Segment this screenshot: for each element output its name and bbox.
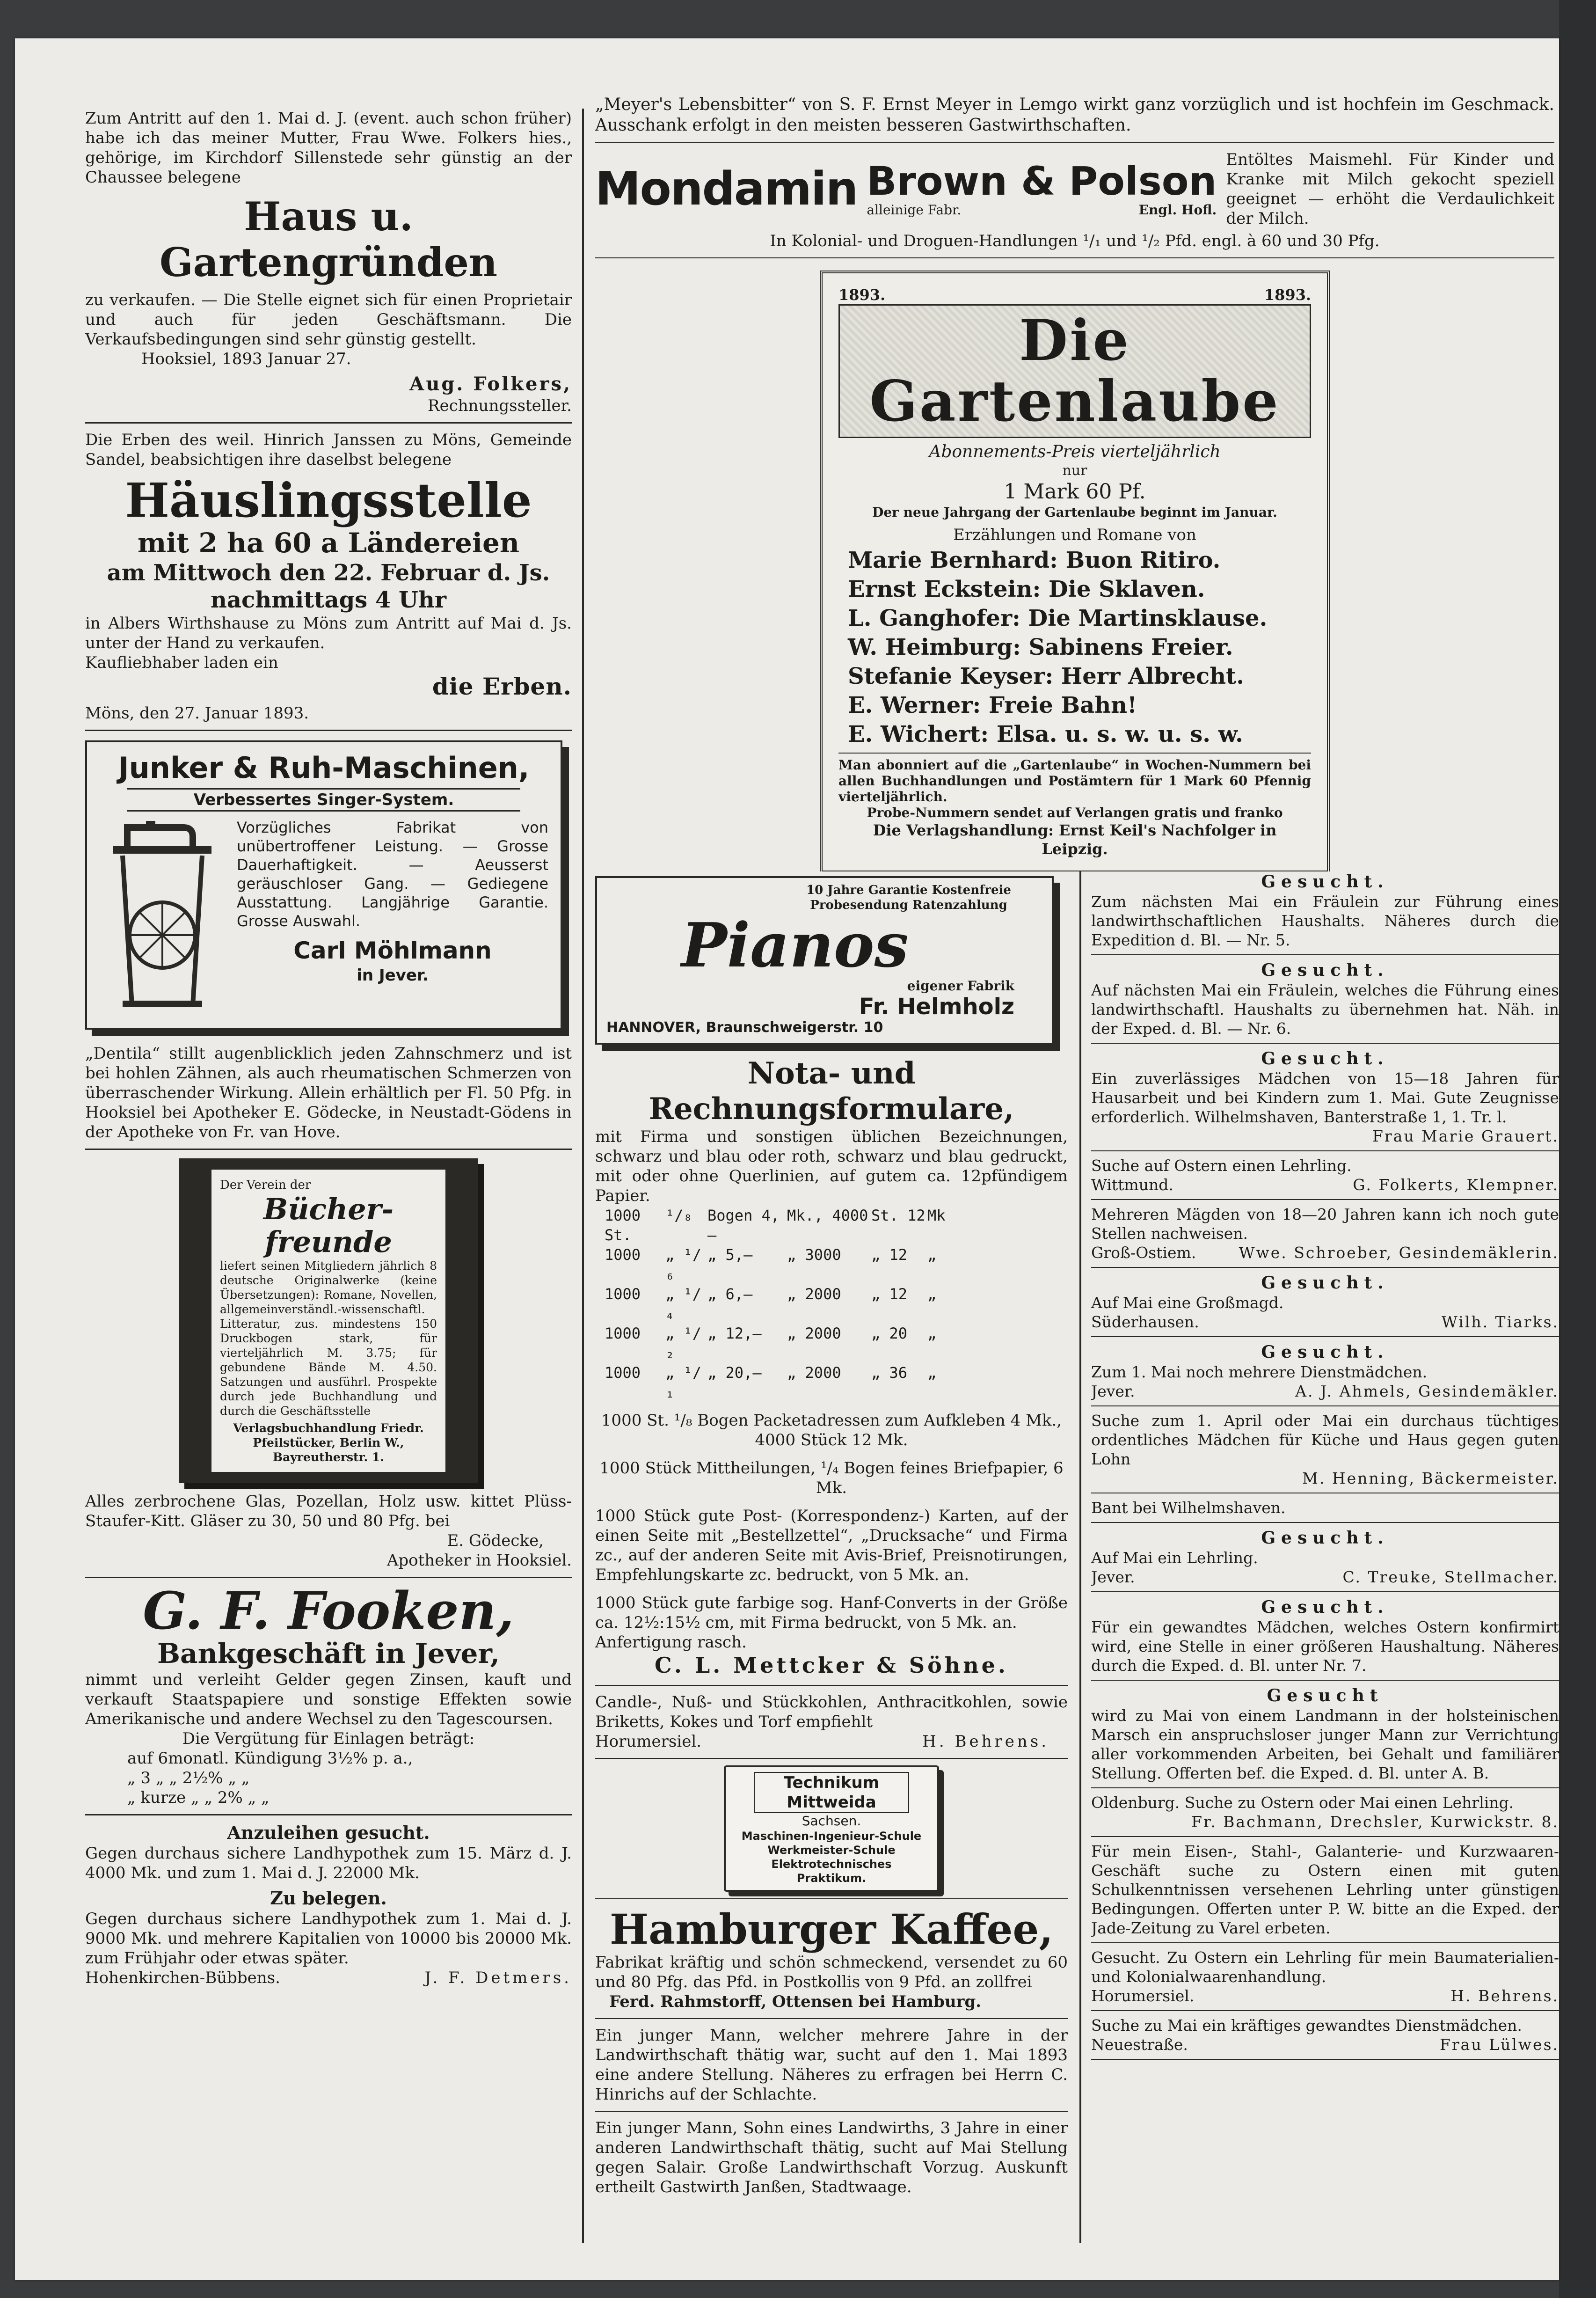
junger-mann-1: Ein junger Mann, welcher mehrere Jahre in der Landwirthschaft thätig war, sucht auf den 1. Mai 1893 eine andere Stellung. Näheres zu erfragen bei Herrn C. Hinrichs auf der Schlachte. (595, 2026, 1068, 2104)
table-cell: „ ¹/₄ (665, 1285, 702, 1323)
kaffee-signature: Ferd. Rahmstorff, Ottensen bei Hamburg. (609, 1992, 982, 2011)
divider (595, 1758, 1068, 1759)
classified-ad (1091, 1048, 1559, 1151)
kaffee-body: Fabrikat kräftig und schön schmeckend, versendet zu 60 und 80 Pfg. das Pfd. in Postkollis von 9 Pfd. an zollfrei (595, 1953, 1068, 1991)
gartenlaube-verlag: Die Verlagshandlung: Ernst Keil's Nachfolger in Leipzig. (873, 821, 1277, 858)
technikum-lines: Maschinen-Ingenieur-Schule Werkmeister-Schule Elektrotechnisches Praktikum. (741, 1830, 922, 1885)
table-row (605, 1324, 1068, 1363)
anfertigung: Anfertigung rasch. (595, 1633, 747, 1652)
classified-ad (1091, 1842, 1559, 1943)
table-cell: „ 20,— (707, 1364, 762, 1382)
haeuslings-signature: die Erben. (432, 673, 572, 700)
classified-body: Auf Mai ein Lehrling. (1091, 1549, 1258, 1567)
table-cell: „ (927, 1285, 937, 1303)
piano-eigener: eigener Fabrik (907, 978, 1014, 994)
table-cell: „ 12,— (707, 1325, 762, 1342)
belegen-place: Hohenkirchen-Bübbens. (85, 1969, 280, 1987)
divider (595, 2111, 1068, 2112)
classified-signature: Frau Lülwes. (1439, 2035, 1559, 2054)
classified-ad (1091, 1528, 1559, 1592)
divider (595, 257, 1554, 258)
mettcker-firm: C. L. Mettcker & Söhne. (655, 1653, 1008, 1678)
table-cell: 1000 (605, 1246, 641, 1264)
table-cell: „ 6,— (707, 1285, 753, 1303)
classified-signature: Wilh. Tiarks. (1441, 1313, 1559, 1331)
piano-address: HANNOVER, Braunschweigerstr. 10 (606, 1019, 883, 1036)
anleihen-body: Gegen durchaus sichere Landhypothek zum 15. März d. J. 4000 Mk. und zum 1. Mai d. J. 22000 Mk. (85, 1844, 572, 1882)
buecher-title: Bücher-freunde (263, 1192, 394, 1259)
column-1 (85, 109, 572, 2298)
divider (1091, 1267, 1559, 1268)
gartenlaube-item: L. Ganghofer: Die Martinsklause. (848, 605, 1268, 631)
column-rule-2 (1079, 871, 1081, 2243)
divider (1091, 1150, 1559, 1151)
classified-body: Auf nächsten Mai ein Fräulein, welches die Führung eines landwirthschaftl. Haushalts zu übernehmen hat. Näh. in der Exped. d. Bl. — Nr. 6. (1091, 981, 1559, 1038)
piano-top: 10 Jahre Garantie Kostenfreie Probesendung Ratenzahlung (806, 883, 1011, 912)
gartenlaube-item: E. Werner: Freie Bahn! (848, 692, 1137, 718)
classified-body: Bant bei Wilhelmshaven. (1091, 1499, 1286, 1517)
table-cell: Bogen 4,— (707, 1207, 780, 1244)
junker-body: Vorzügliches Fabrikat von unübertroffener Leistung. — Grosse Dauerhaftigkeit. — Aeusserst geräuschloser Gang. — Gediegene Ausstattung. Langjährige Garantie. Grosse Auswahl. (237, 819, 548, 930)
belegen-signature: J. F. Detmers. (424, 1969, 572, 1987)
divider (85, 1149, 572, 1150)
junker-place: in Jever. (357, 966, 429, 985)
table-cell: 1000 (605, 1364, 641, 1382)
divider (85, 730, 572, 731)
classified-ad (1091, 1273, 1559, 1337)
haeuslings-invite: Kaufliebhaber laden ein (85, 653, 278, 672)
gartenlaube-novels-head: Erzählungen und Romane von (953, 526, 1196, 544)
classified-ad (1091, 1498, 1559, 1523)
divider (1091, 1522, 1559, 1523)
classified-body: wird zu Mai von einem Landmann in der holsteinischen Marsch ein anspruchsloser junger Mann zur Verrichtung aller vorkommenden Arbeiten, bei Gehalt und familiärer Stellung. Offerten bef. die Exped. d. Bl. unter A. B. (1091, 1706, 1559, 1782)
mondamin-firm: Brown & Polson (867, 158, 1217, 204)
classified-signature: Frau Marie Grauert. (1372, 1127, 1559, 1145)
gartenlaube-year-right: 1893. (1264, 286, 1311, 304)
classified-body: Suche zu Mai ein kräftiges gewandtes Dienstmädchen. (1091, 2016, 1522, 2035)
table-cell: „ (927, 1325, 937, 1342)
classified-body: Für mein Eisen-, Stahl-, Galanterie- und Kurzwaaren-Geschäft suche zu Ostern einen mit guten Schulkenntnissen versehenen Lehrling unter günstigen Bedingungen. Offerten unter P. W. bitte an die Exped. der Jade-Zeitung zu Varel erbeten. (1091, 1842, 1559, 1937)
fooken-rate-3: „ kurze „ „ 2% „ „ (127, 1788, 270, 1807)
fooken-rates-head: Die Vergütung für Einlagen beträgt: (182, 1729, 475, 1748)
gartenlaube-abo: Man abonniert auf die „Gartenlaube“ in Wochen-Nummern bei allen Buchhandlungen und Postämtern für 1 Mark 60 Pfennig vierteljährlich. (838, 757, 1311, 805)
newspaper-page (15, 38, 1559, 2280)
table-cell: „ (927, 1364, 937, 1382)
fooken-body: nimmt und verleiht Gelder gegen Zinsen, kauft und verkauft Staatspapiere und sonstige Effekten sowie Amerikanische und andere Wechsel zu den Tagescoursen. (85, 1670, 572, 1728)
haeuslings-place: Möns, den 27. Januar 1893. (85, 704, 309, 723)
junger-mann-2: Ein junger Mann, Sohn eines Landwirths, 3 Jahre in einer anderen Landwirthschaft thätig, sucht auf Mai Stellung gegen Salair. Große Landwirthschaft Vorzug. Auskunft ertheilt Gastwirth Janßen, Stadtwaage. (595, 2119, 1068, 2196)
belegen-body: Gegen durchaus sichere Landhypothek zum 1. Mai d. J. 9000 Mk. und mehrere Kapitalien von 10000 bis 20000 Mk. zum Frühjahr oder etwas später. (85, 1910, 572, 1968)
divider (1091, 1405, 1559, 1406)
gartenlaube-item: Marie Bernhard: Buon Ritiro. (848, 547, 1221, 573)
table-cell: „ 12 (871, 1285, 908, 1303)
mondamin-sale: In Kolonial- und Droguen-Handlungen ¹/₁ und ¹/₂ Pfd. engl. à 60 und 30 Pfg. (770, 232, 1380, 250)
classified-heading: Gesucht. (1261, 1528, 1389, 1548)
classified-heading: Gesucht. (1261, 872, 1389, 892)
classified-signature: M. Henning, Bäckermeister. (1302, 1469, 1559, 1487)
classified-place: Jever. (1091, 1382, 1135, 1400)
piano-ad (595, 876, 1054, 1045)
technikum-subtitle: Sachsen. (802, 1813, 861, 1829)
divider (595, 2018, 1068, 2019)
divider (85, 1577, 572, 1578)
junker-firm: Carl Möhlmann (293, 937, 492, 964)
junker-title: Junker & Ruh-Maschinen, (118, 751, 530, 785)
divider (595, 142, 1554, 143)
table-cell: „ ¹/₆ (665, 1246, 702, 1283)
gartenlaube-price: 1 Mark 60 Pf. (1004, 480, 1146, 504)
classified-body: Für ein gewandtes Mädchen, welches Ostern konfirmirt wird, eine Stelle in einer größeren Haushaltung. Näheres durch die Exped. d. Bl. unter Nr. 7. (1091, 1618, 1559, 1675)
meyer-ad: „Meyer's Lebensbitter“ von S. F. Ernst Meyer in Lemgo wirkt ganz vorzüglich und ist hochfein im Geschmack. Ausschank erfolgt in den meisten besseren Gastwirthschaften. (595, 95, 1554, 135)
gartenlaube-new-volume: Der neue Jahrgang der Gartenlaube beginnt im Januar. (872, 505, 1277, 520)
haus-body: zu verkaufen. — Die Stelle eignet sich für einen Proprietair und auch für jeden Geschäftsmann. Die Verkaufsbedingungen sind sehr günstig gestellt. (85, 291, 572, 349)
classified-signature: Wwe. Schroeber, Gesindemäklerin. (1239, 1244, 1559, 1262)
classified-body: Suche zum 1. April oder Mai ein durchaus tüchtiges ordentliches Mädchen für Küche und Haus gegen guten Lohn (1091, 1412, 1559, 1468)
table-cell: „ 12 (871, 1246, 908, 1264)
classified-heading: Gesucht. (1261, 1049, 1389, 1068)
classified-body: Zum 1. Mai noch mehrere Dienstmädchen. (1091, 1363, 1428, 1381)
table-cell: „ ¹/₁ (665, 1364, 702, 1401)
classified-signature: G. Folkerts, Klempner. (1353, 1176, 1559, 1194)
classified-place: Neuestraße. (1091, 2035, 1188, 2054)
belegen-title: Zu belegen. (270, 1888, 387, 1909)
classified-ad (1091, 871, 1559, 955)
gartenlaube-ad (820, 271, 1330, 871)
divider (1091, 1787, 1559, 1788)
divider (1091, 2059, 1559, 2060)
classified-ad (1091, 1156, 1559, 1200)
haeuslings-time: nachmittags 4 Uhr (210, 587, 447, 613)
sewing-machine-icon (99, 818, 226, 1019)
classified-body: Ein zuverlässiges Mädchen von 15—18 Jahren für Hausarbeit und bei Kindern zum 1. Mai. Gute Zeugnisse erforderlich. Wilhelmshaven, Banterstraße 1, 1. Tr. l. (1091, 1069, 1559, 1126)
divider (838, 753, 1311, 754)
classified-ad (1091, 1597, 1559, 1681)
divider (595, 1685, 1068, 1686)
haeuslings-intro: Die Erben des weil. Hinrich Janssen zu Möns, Gemeinde Sandel, beabsichtigen ihre daselbst belegene (85, 431, 572, 469)
gartenlaube-title: Die Gartenlaube (838, 304, 1311, 438)
table-cell: „ 2000 (787, 1364, 841, 1382)
classified-body: Mehreren Mägden von 18—20 Jahren kann ich noch gute Stellen nachweisen. (1091, 1205, 1559, 1243)
gartenlaube-price-head: Abonnements-Preis vierteljährlich (929, 442, 1221, 461)
haus-title: Haus u. Gartengründen (159, 193, 498, 285)
buecherfreunde-ad (179, 1158, 478, 1483)
classified-ad (1091, 1205, 1559, 1268)
table-row (605, 1245, 1068, 1284)
divider (1091, 1043, 1559, 1044)
haeuslings-body: in Albers Wirthshause zu Möns zum Antritt auf Mai d. Js. unter der Hand zu verkaufen. (85, 614, 572, 652)
mondamin-brand: Mondamin (595, 162, 858, 216)
table-row (605, 1363, 1068, 1402)
hanf-converts-ad: 1000 Stück gute farbige sog. Hanf-Converts in der Größe ca. 12½:15½ cm, mit Firma bedruckt, von 5 Mk. an. (595, 1594, 1068, 1632)
gartenlaube-list (838, 546, 1311, 749)
table-cell: Mk., 4000 (787, 1207, 868, 1224)
haus-date: Hooksiel, 1893 Januar 27. (141, 350, 351, 368)
dentila-ad: „Dentila“ stillt augenblicklich jeden Zahnschmerz und ist bei hohlen Zähnen, als auch rheumatischen Schmerzen von überraschender Wirkung. Allein erhältlich per Fl. 50 Pfg. in Hooksiel bei Apotheker E. Gödecke, in Neustadt-Gödens in der Apotheke von Fr. van Hove. (85, 1044, 572, 1142)
classified-signature: A. J. Ahmels, Gesindemäkler. (1295, 1382, 1559, 1400)
classified-body: Oldenburg. Suche zu Ostern oder Mai einen Lehrling. (1091, 1793, 1514, 1812)
divider (1091, 2010, 1559, 2011)
table-cell: 1000 (605, 1285, 641, 1303)
mitteilungen-ad: 1000 Stück Mittheilungen, ¹/₄ Bogen feines Briefpapier, 6 Mk. (599, 1459, 1064, 1497)
kitt-ad: Alles zerbrochene Glas, Pozellan, Holz usw. kittet Plüss-Staufer-Kitt. Gläser zu 30, 50 und 80 Pfg. bei (85, 1492, 572, 1530)
table-cell: 1000 St. (605, 1207, 641, 1244)
classified-place: Groß-Ostiem. (1091, 1244, 1196, 1262)
candle-place: Horumersiel. (595, 1732, 702, 1751)
divider (85, 1814, 572, 1815)
classified-ad (1091, 2016, 1559, 2060)
table-row (605, 1206, 1068, 1245)
classified-body: Suche auf Ostern einen Lehrling. (1091, 1156, 1352, 1175)
gartenlaube-item: Stefanie Keyser: Herr Albrecht. (848, 663, 1244, 689)
candle-ad: Candle-, Nuß- und Stückkohlen, Anthracitkohlen, sowie Briketts, Kokes und Torf empfiehlt (595, 1693, 1068, 1731)
gartenlaube-price-nur: nur (1062, 462, 1087, 479)
nota-price-table (595, 1206, 1068, 1402)
table-cell: „ 36 (871, 1364, 908, 1382)
haeuslings-subtitle: mit 2 ha 60 a Ländereien (137, 527, 520, 559)
classified-ad (1091, 1342, 1559, 1406)
classified-signature: Fr. Bachmann, Drechsler, Kurwickstr. 8. (1191, 1813, 1559, 1831)
classified-heading: Gesucht. (1261, 1597, 1389, 1617)
divider (1091, 1680, 1559, 1681)
classified-place: Jever. (1091, 1568, 1135, 1586)
column-rule-1 (582, 109, 584, 2243)
haus-signature: Aug. Folkers, (409, 373, 572, 395)
haus-intro: Zum Antritt auf den 1. Mai d. J. (event. auch schon früher) habe ich das meiner Mutter, Frau Wwe. Folkers hies., gehörige, im Kirchdorf Sillenstede sehr günstig an der Chaussee belegene (85, 109, 572, 187)
haeuslings-date-line: am Mittwoch den 22. Februar d. Js. (107, 560, 550, 586)
gesucht-list (1091, 871, 1559, 2060)
table-cell: ¹/₈ (665, 1207, 692, 1224)
kitt-signature: E. Gödecke, (447, 1531, 544, 1550)
classified-signature: C. Treuke, Stellmacher. (1342, 1568, 1559, 1586)
classified-heading: Gesucht. (1261, 1342, 1389, 1362)
table-cell: „ (927, 1246, 937, 1264)
classified-body: Zum nächsten Mai ein Fräulein zur Führung eines landwirthschaftlichen Haushalts. Näheres durch die Expedition d. Bl. — Nr. 5. (1091, 893, 1559, 949)
divider (1091, 1591, 1559, 1592)
nota-body: mit Firma und sonstigen üblichen Bezeichnungen, schwarz und blau oder roth, schwarz und blau gedruckt, mit oder ohne Querlinien, auf gutem ca. 12pfündigem Papier. (595, 1127, 1068, 1205)
table-cell: „ ¹/₂ (665, 1325, 702, 1362)
buecher-body: liefert seinen Mitgliedern jährlich 8 deutsche Originalwerke (keine Übersetzungen): Romane, Novellen, allgemeinverständl.-wissenschaftl. Litteratur, zus. mindestens 150 Druckbogen stark, für vierteljährlich M. 3.75; für gebundene Bände M. 4.50. Satzungen und ausführl. Prospekte durch jede Buchhandlung und durch die Geschäftsstelle (220, 1259, 437, 1418)
fooken-rate-1: auf 6monatl. Kündigung 3½% p. a., (127, 1749, 413, 1768)
mondamin-ad (595, 150, 1554, 228)
packet-ad: 1000 St. ¹/₈ Bogen Packetadressen zum Aufkleben 4 Mk., 4000 Stück 12 Mk. (601, 1411, 1062, 1449)
classified-place: Wittmund. (1091, 1176, 1173, 1194)
divider (1091, 1942, 1559, 1943)
divider (595, 1898, 1068, 1899)
table-cell: „ 2000 (787, 1325, 841, 1342)
piano-firm: Fr. Helmholz (859, 994, 1014, 1020)
classified-signature: H. Behrens. (1450, 1987, 1559, 2005)
divider (85, 422, 572, 424)
classified-ad (1091, 1793, 1559, 1837)
buecher-firm: Verlagsbuchhandlung Friedr. Pfeilstücker, Berlin W., Bayreutherstr. 1. (233, 1421, 424, 1464)
nota-title: Nota- und Rechnungsformulare, (649, 1056, 1014, 1127)
table-row (605, 1284, 1068, 1324)
gartenlaube-year-left: 1893. (838, 286, 886, 304)
classified-heading: Gesucht (1267, 1686, 1384, 1705)
classified-ad (1091, 1948, 1559, 2011)
table-cell: 1000 (605, 1325, 641, 1342)
fooken-subtitle: Bankgeschäft in Jever, (157, 1638, 500, 1669)
table-cell: „ 5,— (707, 1246, 753, 1264)
mondamin-description: Entöltes Maismehl. Für Kinder und Kranke mit Milch gekocht speziell geeignet — erhöht die Verdaulichkeit der Milch. (1226, 150, 1554, 228)
kitt-signature-role: Apotheker in Hooksiel. (386, 1551, 572, 1570)
table-cell: „ 3000 (787, 1246, 841, 1264)
divider (1091, 1836, 1559, 1837)
table-cell: Mk (927, 1207, 946, 1224)
gartenlaube-item: Ernst Eckstein: Die Sklaven. (848, 576, 1205, 602)
table-cell: St. 12 (871, 1207, 926, 1224)
gartenlaube-probe: Probe-Nummern sendet auf Verlangen gratis und franko (867, 805, 1283, 820)
column-3 (1091, 871, 1559, 2243)
classified-ad (1091, 960, 1559, 1044)
technikum-ad (724, 1765, 939, 1892)
classified-ad (1091, 1411, 1559, 1493)
classified-heading: Gesucht. (1261, 960, 1389, 980)
classified-body: Auf Mai eine Großmagd. (1091, 1294, 1284, 1312)
classified-body: Gesucht. Zu Ostern ein Lehrling für mein Baumaterialien- und Kolonialwaarenhandlung. (1091, 1948, 1559, 1986)
classified-ad (1091, 1685, 1559, 1788)
junker-subtitle: Verbessertes Singer-System. (127, 788, 520, 812)
classified-place: Horumersiel. (1091, 1987, 1195, 2005)
fooken-title: G. F. Fooken, (143, 1581, 514, 1641)
divider (1091, 1199, 1559, 1200)
kaffee-title: Hamburger Kaffee, (609, 1905, 1054, 1954)
piano-title: Pianos (681, 909, 909, 981)
table-cell: „ 2000 (787, 1285, 841, 1303)
scanner-edge (1559, 0, 1596, 2298)
buecher-head: Der Verein der (220, 1178, 311, 1192)
table-cell: „ 20 (871, 1325, 908, 1342)
haus-signature-role: Rechnungssteller. (428, 396, 572, 415)
divider (1091, 954, 1559, 955)
classified-place: Süderhausen. (1091, 1313, 1199, 1331)
junker-ad (85, 740, 562, 1030)
postkarten-ad: 1000 Stück gute Post- (Korrespondenz-) Karten, auf der einen Seite mit „Bestellzettel“, „Drucksache“ und Firma zc., auf der anderen Seite mit Avis-Brief, Preisnotirungen, Empfehlungskarte zc. bedruckt, von 5 Mk. an. (595, 1507, 1068, 1584)
anleihen-title: Anzuleihen gesucht. (227, 1822, 430, 1843)
mondamin-fabrikant: alleinige Fabr. (867, 202, 962, 218)
candle-signature: H. Behrens. (922, 1732, 1049, 1751)
mondamin-hoflieferant: Engl. Hofl. (1138, 202, 1217, 218)
fooken-rate-2: „ 3 „ „ 2½% „ „ (127, 1769, 250, 1787)
gartenlaube-item: E. Wichert: Elsa. u. s. w. u. s. w. (848, 721, 1243, 747)
column-2-top (595, 95, 1554, 871)
technikum-title: Technikum Mittweida (754, 1772, 909, 1813)
gartenlaube-item: W. Heimburg: Sabinens Freier. (848, 634, 1233, 660)
column-2-bottom (595, 871, 1068, 2243)
haeuslings-title: Häuslingsstelle (125, 473, 532, 528)
divider (1091, 1336, 1559, 1337)
classified-heading: Gesucht. (1261, 1273, 1389, 1293)
